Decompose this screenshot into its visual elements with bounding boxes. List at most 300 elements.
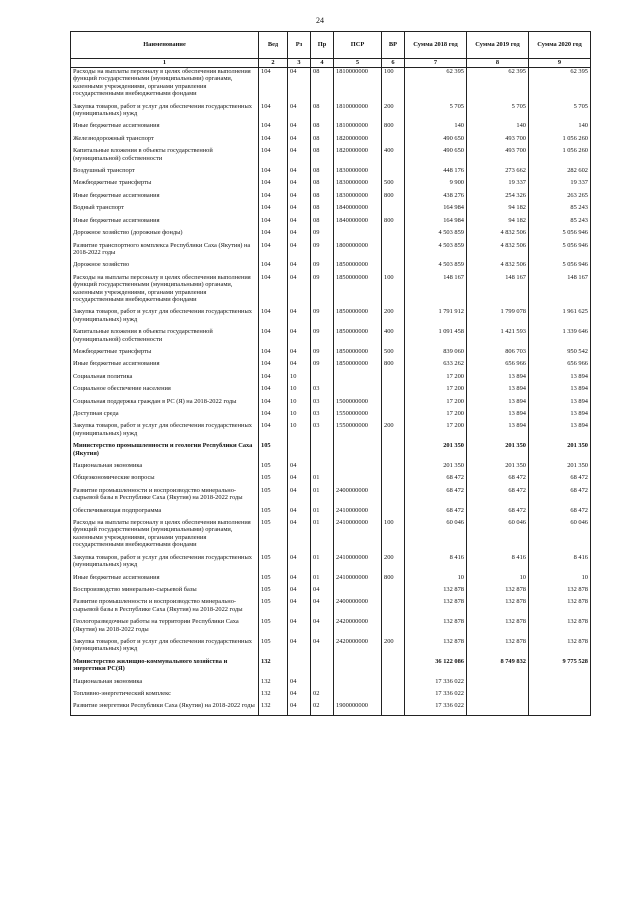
row-pr: 01 [311, 474, 334, 486]
row-psr [334, 678, 382, 690]
table-row [71, 618, 591, 638]
row-name: Иные бюджетные ассигнования [71, 574, 259, 586]
row-vr: 100 [382, 274, 405, 309]
row-sum-2019: 19 337 [467, 179, 529, 191]
row-name: Министерство жилищно-коммунального хозяйства и энергетики РС(Я) [71, 658, 259, 678]
row-name: Геологоразведочные работы на территории Республики Саха (Якутия) на 2018-2022 годы [71, 618, 259, 638]
row-pr [311, 462, 334, 474]
row-rz: 04 [288, 68, 311, 103]
row-sum-2018: 132 878 [405, 638, 467, 658]
row-pr: 01 [311, 507, 334, 519]
row-sum-2020: 132 878 [529, 598, 591, 618]
row-rz: 10 [288, 385, 311, 397]
row-rz: 04 [288, 328, 311, 348]
row-psr: 1850000000 [334, 261, 382, 273]
row-sum-2018: 132 878 [405, 618, 467, 638]
row-rz: 04 [288, 261, 311, 273]
row-sum-2019: 13 894 [467, 398, 529, 410]
row-rz: 04 [288, 192, 311, 204]
row-sum-2020: 148 167 [529, 274, 591, 309]
row-sum-2019 [467, 702, 529, 715]
table-row [71, 519, 591, 554]
row-psr [334, 658, 382, 678]
row-sum-2019: 10 [467, 574, 529, 586]
row-vr: 500 [382, 179, 405, 191]
row-rz: 04 [288, 638, 311, 658]
row-name: Иные бюджетные ассигнования [71, 360, 259, 372]
table-row [71, 179, 591, 191]
row-sum-2018: 201 350 [405, 442, 467, 462]
row-sum-2018: 62 395 [405, 68, 467, 103]
row-rz: 04 [288, 618, 311, 638]
row-sum-2020: 13 894 [529, 373, 591, 385]
row-psr: 1850000000 [334, 308, 382, 328]
row-name: Воспроизводство минерально-сырьевой базы [71, 586, 259, 598]
table-row [71, 308, 591, 328]
row-name: Закупка товаров, работ и услуг для обеспечения государственных (муниципальных) нужд [71, 554, 259, 574]
header-vr: ВР [382, 32, 405, 59]
row-ved: 132 [259, 702, 288, 715]
row-ved: 104 [259, 103, 288, 123]
row-sum-2018: 1 791 912 [405, 308, 467, 328]
row-pr: 09 [311, 308, 334, 328]
header-sum-2018: Сумма 2018 год [405, 32, 467, 59]
row-sum-2018: 633 262 [405, 360, 467, 372]
row-name: Развитие промышленности и воспроизводство минерально-сырьевой базы в Республике Саха (Якутия) на 2018-2022 годы [71, 487, 259, 507]
row-pr: 08 [311, 135, 334, 147]
row-vr: 200 [382, 103, 405, 123]
row-sum-2020: 132 878 [529, 638, 591, 658]
row-psr: 1830000000 [334, 192, 382, 204]
row-sum-2019: 94 182 [467, 204, 529, 216]
row-rz [288, 658, 311, 678]
row-rz: 04 [288, 462, 311, 474]
row-name: Капитальные вложения в объекты государственной (муниципальной) собственности [71, 328, 259, 348]
row-vr [382, 474, 405, 486]
row-psr [334, 462, 382, 474]
row-sum-2019: 13 894 [467, 422, 529, 442]
row-sum-2019: 62 395 [467, 68, 529, 103]
row-ved: 105 [259, 442, 288, 462]
row-name: Доступная среда [71, 410, 259, 422]
row-ved: 105 [259, 487, 288, 507]
header-sum-2019: Сумма 2019 год [467, 32, 529, 59]
row-ved: 104 [259, 308, 288, 328]
header-number: 1 [71, 59, 259, 68]
row-vr [382, 261, 405, 273]
row-name: Дорожное хозяйство [71, 261, 259, 273]
row-pr: 08 [311, 192, 334, 204]
row-pr: 08 [311, 204, 334, 216]
row-psr: 1800000000 [334, 242, 382, 262]
table-body [71, 68, 591, 716]
row-rz: 04 [288, 167, 311, 179]
row-pr: 08 [311, 68, 334, 103]
row-psr: 1850000000 [334, 348, 382, 360]
table-row [71, 702, 591, 715]
row-rz: 04 [288, 574, 311, 586]
row-psr: 1900000000 [334, 702, 382, 715]
row-sum-2020: 19 337 [529, 179, 591, 191]
row-vr [382, 398, 405, 410]
table-row [71, 68, 591, 103]
row-rz: 04 [288, 179, 311, 191]
header-number: 2 [259, 59, 288, 68]
row-psr: 1830000000 [334, 167, 382, 179]
row-sum-2019: 132 878 [467, 598, 529, 618]
row-name: Развитие энергетики Республики Саха (Якутия) на 2018-2022 годы [71, 702, 259, 715]
row-vr: 800 [382, 192, 405, 204]
row-sum-2020: 60 046 [529, 519, 591, 554]
row-rz: 04 [288, 519, 311, 554]
row-pr [311, 658, 334, 678]
row-name: Закупка товаров, работ и услуг для обеспечения государственных (муниципальных) нужд [71, 422, 259, 442]
row-sum-2019: 94 182 [467, 217, 529, 229]
table-row [71, 574, 591, 586]
row-sum-2018: 36 122 086 [405, 658, 467, 678]
row-sum-2018: 4 503 859 [405, 261, 467, 273]
row-ved: 104 [259, 348, 288, 360]
row-sum-2019: 1 421 593 [467, 328, 529, 348]
row-sum-2018: 201 350 [405, 462, 467, 474]
row-sum-2018: 17 336 022 [405, 702, 467, 715]
row-vr: 800 [382, 122, 405, 134]
row-sum-2019: 254 326 [467, 192, 529, 204]
row-vr: 800 [382, 574, 405, 586]
row-ved: 105 [259, 474, 288, 486]
row-rz: 04 [288, 103, 311, 123]
table-row [71, 462, 591, 474]
row-pr: 03 [311, 410, 334, 422]
row-pr: 01 [311, 574, 334, 586]
table-row [71, 360, 591, 372]
header-sum-2020: Сумма 2020 год [529, 32, 591, 59]
row-ved: 104 [259, 122, 288, 134]
table-row [71, 135, 591, 147]
row-psr: 2400000000 [334, 598, 382, 618]
row-sum-2018: 4 503 859 [405, 242, 467, 262]
row-psr: 1500000000 [334, 398, 382, 410]
row-name: Дорожное хозяйство (дорожные фонды) [71, 229, 259, 241]
row-pr: 08 [311, 167, 334, 179]
row-rz: 10 [288, 422, 311, 442]
row-name: Расходы на выплаты персоналу в целях обеспечения выполнения функций государственными (муниципальными) органами, казенными учреждениями, органами управления государственными внебюджетными фондами [71, 68, 259, 103]
row-sum-2018: 17 200 [405, 422, 467, 442]
header-psr: ПСР [334, 32, 382, 59]
table-row [71, 474, 591, 486]
header-number: 8 [467, 59, 529, 68]
row-ved: 104 [259, 410, 288, 422]
header-pr: Пр [311, 32, 334, 59]
row-rz [288, 442, 311, 462]
row-ved: 104 [259, 179, 288, 191]
row-pr: 09 [311, 360, 334, 372]
row-sum-2018: 140 [405, 122, 467, 134]
row-name: Закупка товаров, работ и услуг для обеспечения государственных (муниципальных) нужд [71, 308, 259, 328]
row-psr: 2410000000 [334, 507, 382, 519]
row-rz: 04 [288, 507, 311, 519]
header-row [71, 32, 591, 59]
row-psr: 1810000000 [334, 122, 382, 134]
row-psr: 2420000000 [334, 618, 382, 638]
row-psr [334, 690, 382, 702]
row-ved: 104 [259, 135, 288, 147]
budget-table [70, 31, 591, 716]
row-sum-2020: 5 056 946 [529, 229, 591, 241]
row-sum-2020: 68 472 [529, 474, 591, 486]
row-rz: 04 [288, 702, 311, 715]
row-sum-2020: 132 878 [529, 586, 591, 598]
row-name: Железнодорожный транспорт [71, 135, 259, 147]
row-vr [382, 462, 405, 474]
row-sum-2020: 5 056 946 [529, 242, 591, 262]
row-ved: 105 [259, 574, 288, 586]
row-psr: 1850000000 [334, 328, 382, 348]
row-rz: 04 [288, 348, 311, 360]
row-sum-2019: 493 700 [467, 147, 529, 167]
row-name: Социальная политика [71, 373, 259, 385]
row-name: Министерство промышленности и геологии Республики Саха (Якутия) [71, 442, 259, 462]
row-pr: 08 [311, 147, 334, 167]
row-sum-2020: 1 056 260 [529, 135, 591, 147]
row-sum-2020: 8 416 [529, 554, 591, 574]
row-pr: 09 [311, 328, 334, 348]
row-ved: 105 [259, 598, 288, 618]
table-row [71, 598, 591, 618]
row-rz: 04 [288, 678, 311, 690]
row-sum-2019 [467, 690, 529, 702]
row-vr [382, 373, 405, 385]
row-name: Расходы на выплаты персоналу в целях обеспечения выполнения функций государственными (муниципальными) органами, казенными учреждениями, органами управления государственными внебюджетными фондами [71, 519, 259, 554]
table-row [71, 398, 591, 410]
row-sum-2018: 132 878 [405, 598, 467, 618]
row-psr: 1810000000 [334, 68, 382, 103]
row-sum-2018: 8 416 [405, 554, 467, 574]
row-sum-2019: 60 046 [467, 519, 529, 554]
row-sum-2018: 9 900 [405, 179, 467, 191]
row-pr: 04 [311, 598, 334, 618]
row-sum-2020 [529, 690, 591, 702]
row-sum-2020: 201 350 [529, 462, 591, 474]
row-ved: 104 [259, 204, 288, 216]
row-psr: 1550000000 [334, 410, 382, 422]
table-row [71, 147, 591, 167]
row-name: Межбюджетные трансферты [71, 179, 259, 191]
row-name: Обеспечивающая подпрограмма [71, 507, 259, 519]
row-sum-2020: 263 265 [529, 192, 591, 204]
row-sum-2019: 8 749 832 [467, 658, 529, 678]
row-sum-2020: 10 [529, 574, 591, 586]
row-psr: 1550000000 [334, 422, 382, 442]
table-row [71, 690, 591, 702]
row-ved: 104 [259, 373, 288, 385]
row-ved: 104 [259, 242, 288, 262]
row-pr: 03 [311, 398, 334, 410]
row-vr: 200 [382, 554, 405, 574]
row-psr: 1850000000 [334, 360, 382, 372]
header-number-row [71, 59, 591, 68]
table-row [71, 678, 591, 690]
row-pr: 04 [311, 586, 334, 598]
row-ved: 104 [259, 328, 288, 348]
header-ved: Вед [259, 32, 288, 59]
row-sum-2018: 5 705 [405, 103, 467, 123]
table-row [71, 586, 591, 598]
row-vr: 800 [382, 360, 405, 372]
row-vr [382, 385, 405, 397]
row-vr: 200 [382, 308, 405, 328]
row-ved: 105 [259, 618, 288, 638]
row-ved: 132 [259, 658, 288, 678]
row-sum-2020: 13 894 [529, 410, 591, 422]
row-sum-2019: 132 878 [467, 586, 529, 598]
table-row [71, 167, 591, 179]
row-sum-2018: 148 167 [405, 274, 467, 309]
row-sum-2019: 132 878 [467, 618, 529, 638]
row-sum-2018: 490 650 [405, 135, 467, 147]
row-pr [311, 373, 334, 385]
row-ved: 132 [259, 678, 288, 690]
row-psr: 2420000000 [334, 638, 382, 658]
row-name: Топливно-энергетический комплекс [71, 690, 259, 702]
header-number: 5 [334, 59, 382, 68]
header-number: 9 [529, 59, 591, 68]
row-name: Закупка товаров, работ и услуг для обеспечения государственных (муниципальных) нужд [71, 638, 259, 658]
row-sum-2018: 164 984 [405, 204, 467, 216]
header-name: Наименование [71, 32, 259, 59]
row-sum-2019: 140 [467, 122, 529, 134]
row-sum-2019: 13 894 [467, 373, 529, 385]
table-row [71, 229, 591, 241]
row-sum-2019: 13 894 [467, 410, 529, 422]
row-sum-2019: 4 832 506 [467, 242, 529, 262]
row-pr: 08 [311, 122, 334, 134]
row-pr: 03 [311, 422, 334, 442]
row-name: Развитие промышленности и воспроизводство минерально-сырьевой базы в Республике Саха (Якутия) на 2018-2022 годы [71, 598, 259, 618]
row-vr: 200 [382, 638, 405, 658]
row-sum-2020: 13 894 [529, 385, 591, 397]
row-rz: 04 [288, 242, 311, 262]
row-pr: 09 [311, 229, 334, 241]
row-sum-2019: 132 878 [467, 638, 529, 658]
row-rz: 04 [288, 274, 311, 309]
row-sum-2018: 17 200 [405, 373, 467, 385]
header-number: 6 [382, 59, 405, 68]
table-row [71, 385, 591, 397]
table-row [71, 192, 591, 204]
row-sum-2018: 68 472 [405, 507, 467, 519]
row-sum-2019: 201 350 [467, 442, 529, 462]
row-rz: 04 [288, 487, 311, 507]
table-row [71, 410, 591, 422]
row-rz: 04 [288, 147, 311, 167]
row-sum-2019: 806 703 [467, 348, 529, 360]
row-psr: 1810000000 [334, 103, 382, 123]
row-psr: 2410000000 [334, 519, 382, 554]
row-sum-2019: 4 832 506 [467, 261, 529, 273]
row-psr: 2400000000 [334, 487, 382, 507]
row-sum-2019: 656 966 [467, 360, 529, 372]
row-pr: 09 [311, 348, 334, 360]
row-rz: 04 [288, 598, 311, 618]
row-sum-2019: 68 472 [467, 507, 529, 519]
row-vr [382, 598, 405, 618]
table-row [71, 638, 591, 658]
row-rz: 04 [288, 135, 311, 147]
row-ved: 105 [259, 507, 288, 519]
row-vr [382, 690, 405, 702]
table-row [71, 442, 591, 462]
row-ved: 104 [259, 68, 288, 103]
row-ved: 104 [259, 360, 288, 372]
row-sum-2020: 132 878 [529, 618, 591, 638]
row-sum-2018: 17 336 022 [405, 678, 467, 690]
page-number: 24 [316, 16, 324, 25]
row-ved: 104 [259, 398, 288, 410]
row-sum-2019: 13 894 [467, 385, 529, 397]
row-sum-2019: 493 700 [467, 135, 529, 147]
row-rz: 04 [288, 360, 311, 372]
row-vr [382, 410, 405, 422]
row-ved: 132 [259, 690, 288, 702]
row-vr: 400 [382, 328, 405, 348]
row-sum-2020: 1 339 646 [529, 328, 591, 348]
row-sum-2018: 10 [405, 574, 467, 586]
row-name: Расходы на выплаты персоналу в целях обеспечения выполнения функций государственными (муниципальными) органами, казенными учреждениями, органами управления государственными внебюджетными фондами [71, 274, 259, 309]
row-sum-2018: 68 472 [405, 474, 467, 486]
row-sum-2020: 85 243 [529, 204, 591, 216]
row-name: Капитальные вложения в объекты государственной (муниципальной) собственности [71, 147, 259, 167]
row-sum-2018: 17 200 [405, 385, 467, 397]
row-psr: 1840000000 [334, 204, 382, 216]
row-ved: 105 [259, 462, 288, 474]
header-number: 7 [405, 59, 467, 68]
row-vr [382, 442, 405, 462]
row-sum-2019: 4 832 506 [467, 229, 529, 241]
row-sum-2019: 68 472 [467, 474, 529, 486]
table-row [71, 507, 591, 519]
row-vr [382, 658, 405, 678]
row-sum-2018: 60 046 [405, 519, 467, 554]
row-sum-2018: 490 650 [405, 147, 467, 167]
row-ved: 105 [259, 586, 288, 598]
row-rz: 04 [288, 229, 311, 241]
row-vr: 500 [382, 348, 405, 360]
row-ved: 104 [259, 217, 288, 229]
table-row [71, 217, 591, 229]
row-sum-2019: 8 416 [467, 554, 529, 574]
row-psr [334, 442, 382, 462]
row-sum-2019: 201 350 [467, 462, 529, 474]
row-pr: 01 [311, 519, 334, 554]
row-vr: 100 [382, 519, 405, 554]
row-name: Иные бюджетные ассигнования [71, 122, 259, 134]
row-pr: 04 [311, 618, 334, 638]
row-ved: 105 [259, 554, 288, 574]
row-rz: 04 [288, 554, 311, 574]
row-sum-2020: 62 395 [529, 68, 591, 103]
row-sum-2018: 17 200 [405, 398, 467, 410]
header-rz: Рз [288, 32, 311, 59]
row-sum-2019: 148 167 [467, 274, 529, 309]
row-pr: 09 [311, 274, 334, 309]
row-sum-2018: 132 878 [405, 586, 467, 598]
row-name: Развитие транспортного комплекса Республики Саха (Якутия) на 2018-2022 годы [71, 242, 259, 262]
row-name: Закупка товаров, работ и услуг для обеспечения государственных (муниципальных) нужд [71, 103, 259, 123]
row-pr: 02 [311, 690, 334, 702]
row-rz: 04 [288, 122, 311, 134]
header-number: 3 [288, 59, 311, 68]
